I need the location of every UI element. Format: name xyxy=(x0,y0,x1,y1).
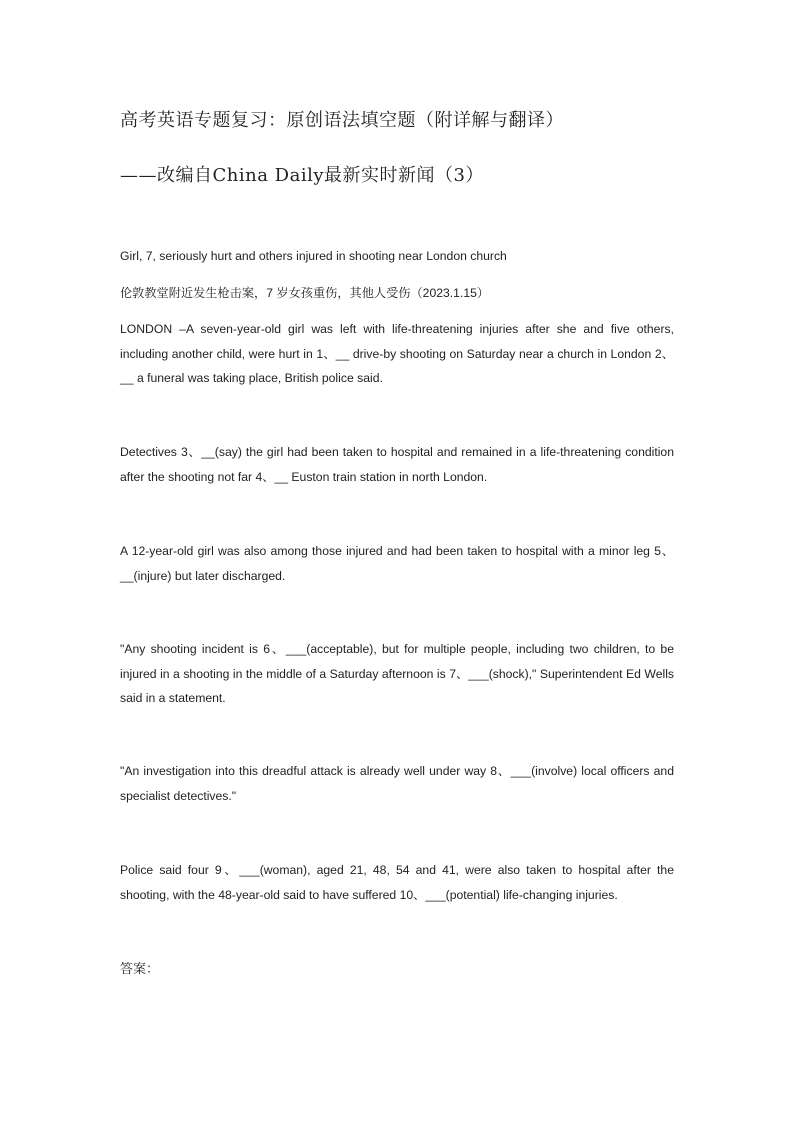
article-paragraph: "An investigation into this dreadful attack is already well under way 8、___(involve) local officers and specialist detectives." xyxy=(120,764,674,803)
article-paragraph: Police said four 9、___(woman), aged 21, 48, 54 and 41, were also taken to hospital after the shooting, with the 48-year-old said to have suffered 10、___(potential) life-changing injuries. xyxy=(120,863,674,902)
article-paragraph: A 12-year-old girl was also among those injured and had been taken to hospital with a minor leg 5、__(injure) but later discharged. xyxy=(120,544,674,583)
article-headline-zh: 伦敦教堂附近发生枪击案，7 岁女孩重伤，其他人受伤（2023.1.15） xyxy=(120,286,490,300)
article-paragraph: Detectives 3、__(say) the girl had been taken to hospital and remained in a life-threatening condition after the shooting not far 4、__ Euston train station in north London. xyxy=(120,445,674,484)
article-paragraph: LONDON –A seven-year-old girl was left with life-threatening injuries after she and five others, including another child, were hurt in 1、__ drive-by shooting on Saturday near a church in London 2、__ a funeral was taking place, British police said. xyxy=(120,322,674,385)
document-title: 高考英语专题复习：原创语法填空题（附详解与翻译） xyxy=(120,110,564,131)
article-paragraph: "Any shooting incident is 6、___(acceptable), but for multiple people, including two children, to be injured in a shooting in the middle of a Saturday afternoon is 7、___(shock)," Superintendent Ed Wells said in a statement. xyxy=(120,642,674,705)
article-headline-en: Girl, 7, seriously hurt and others injured in shooting near London church xyxy=(120,249,507,263)
answer-label: 答案： xyxy=(120,961,160,976)
document-subtitle: ——改编自China Daily最新实时新闻（3） xyxy=(120,165,484,186)
